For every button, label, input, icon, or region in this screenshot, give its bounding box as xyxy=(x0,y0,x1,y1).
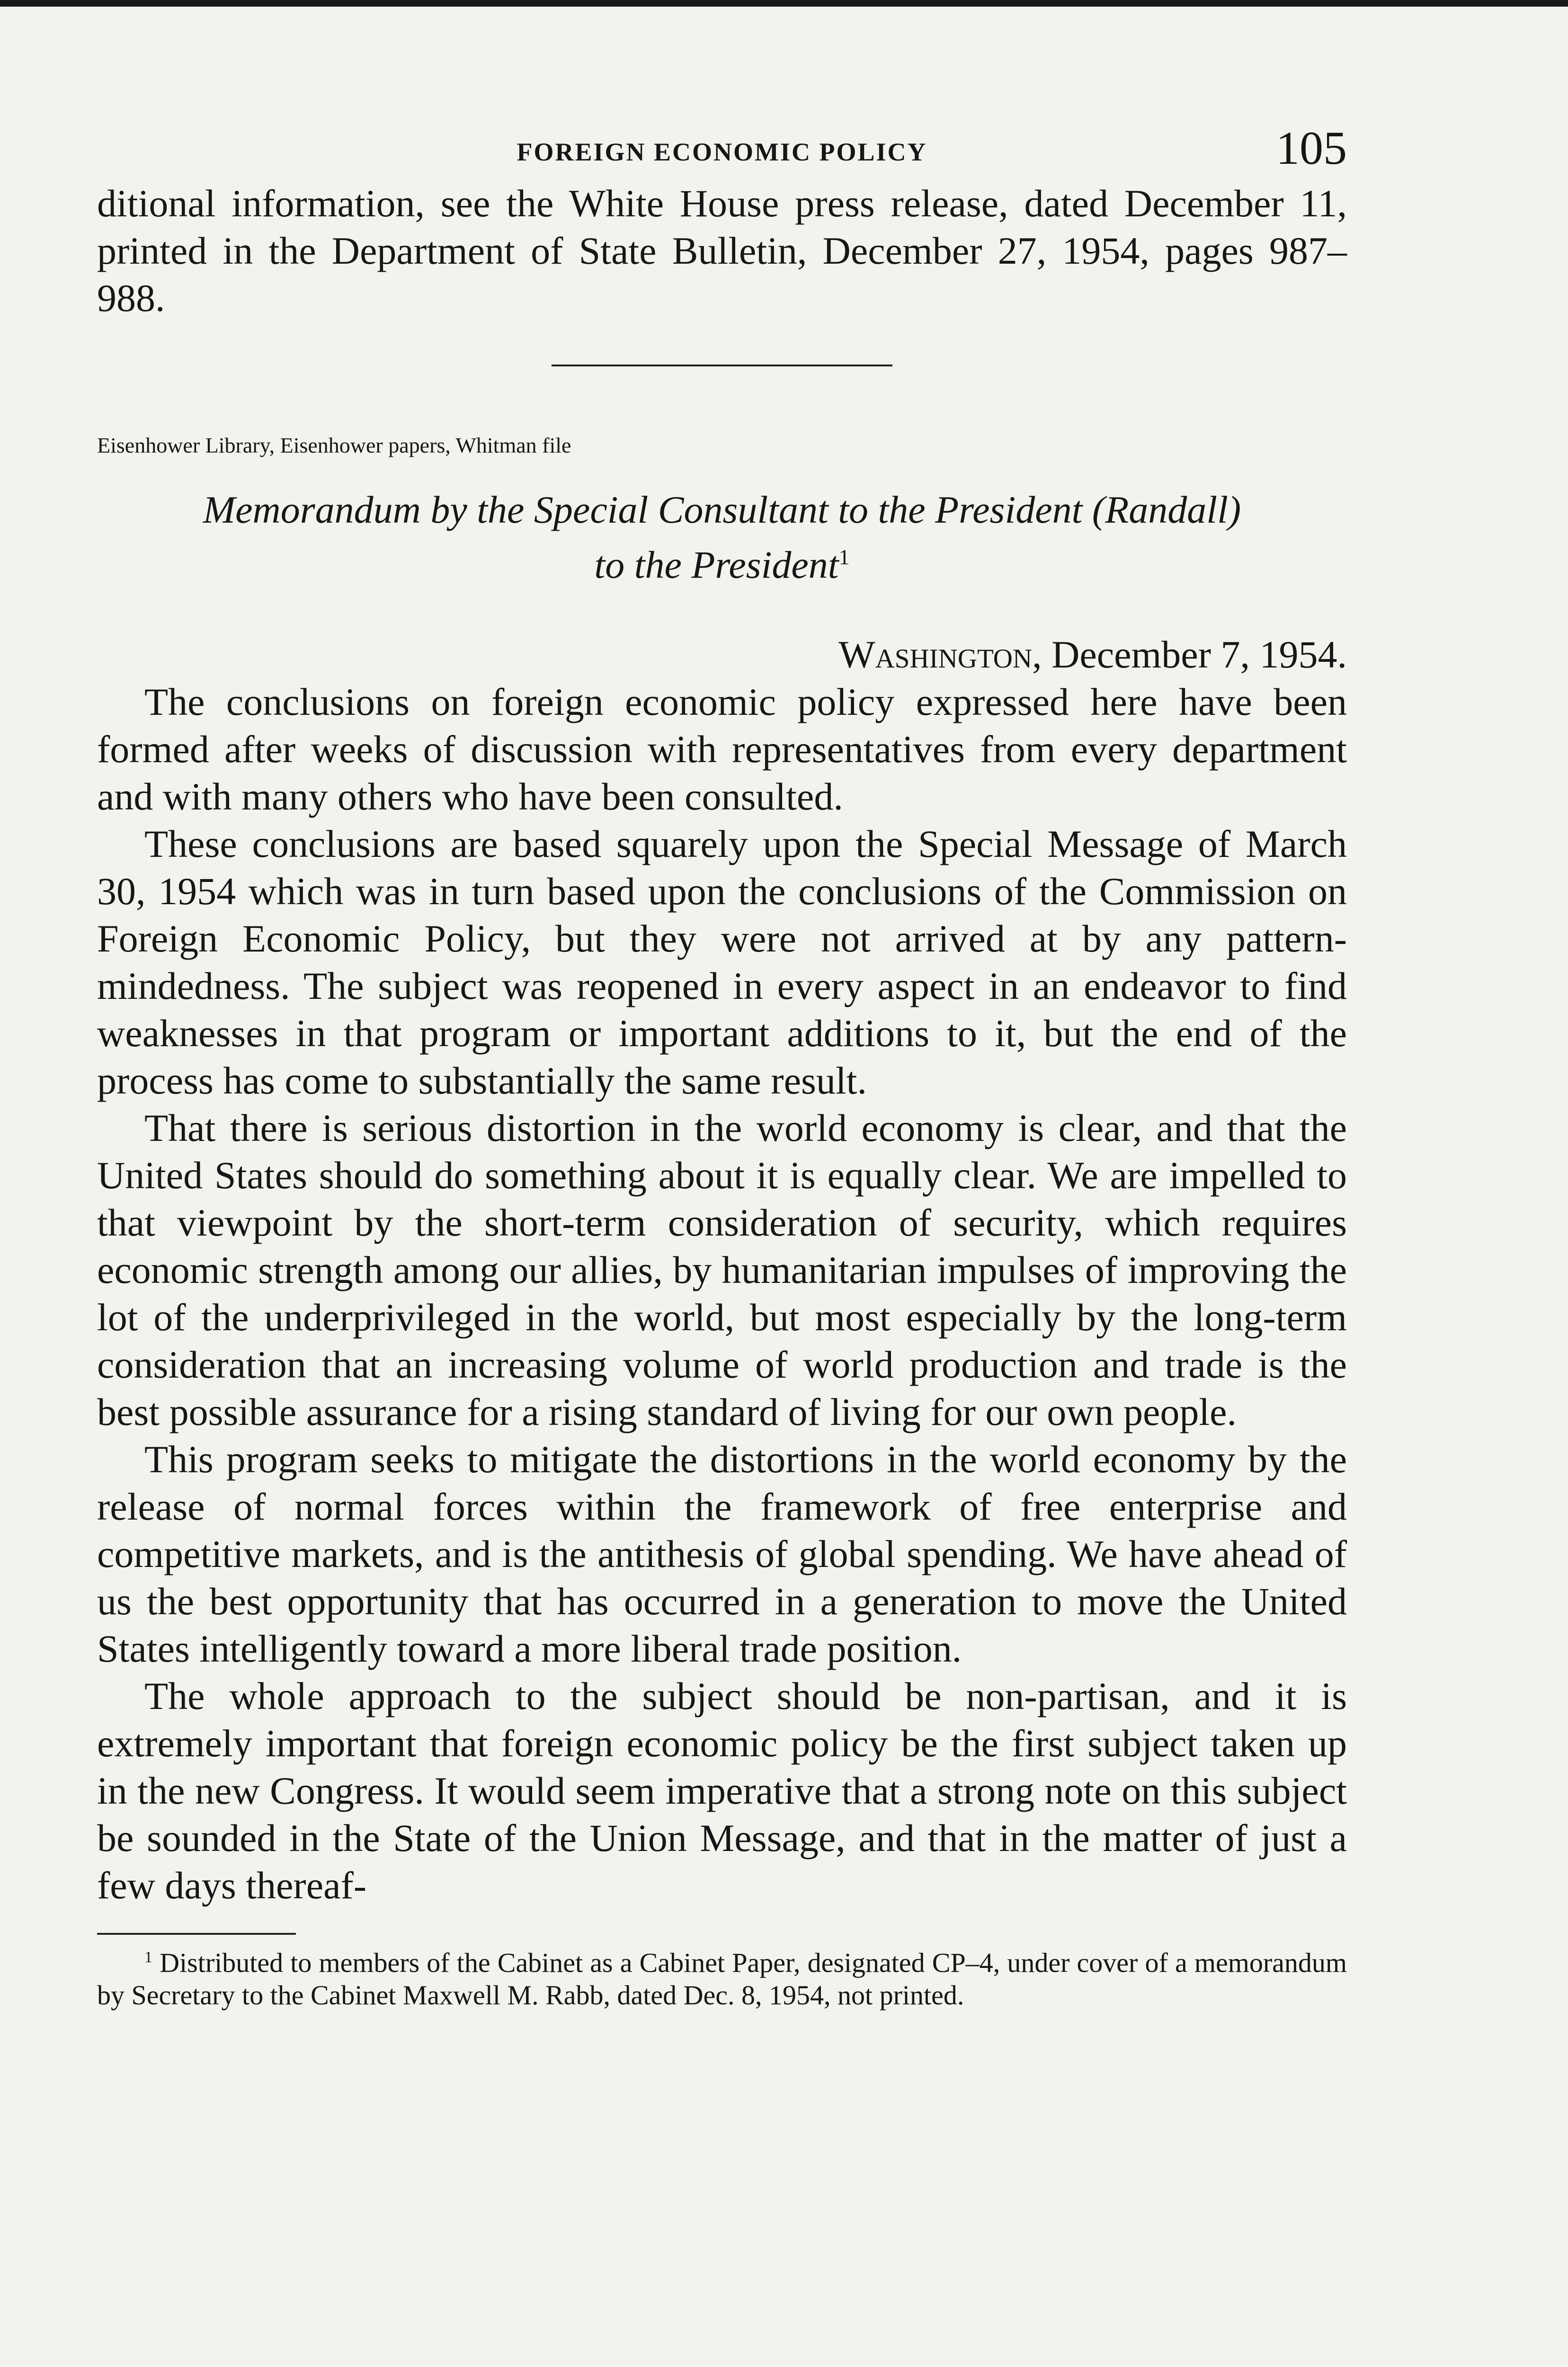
page-top-border xyxy=(0,0,1568,7)
document-title xyxy=(97,486,1347,588)
source-citation: Eisenhower Library, Eisenhower papers, Whitman file xyxy=(97,433,571,457)
paragraph-4: This program seeks to mitigate the distortions in the world economy by the release of normal forces within the framework of free enterprise and competitive markets, and is the antithesis of global spending. We have ahead of us the best opportunity that has occurred in a generation to move the United States intelligently toward a more liberal trade position. xyxy=(97,1438,1347,1671)
paragraph-2: These conclusions are based squarely upon the Special Message of March 30, 1954 which was in turn based upon the conclusions of the Commission on Foreign Economic Policy, but they were not arrived at by any pattern-mindedness. The subject was reopened in every aspect in an endeavor to find weaknesses in that program or important additions to it, but the end of the process has come to substantially the same result. xyxy=(97,822,1347,1103)
document-title-line-2-text: to the President xyxy=(594,543,839,587)
footnote-reference: 1 xyxy=(838,545,850,569)
footnote-divider xyxy=(97,1933,296,1935)
paragraph-3: That there is serious distortion in the world economy is clear, and that the United States should do something about it is equally clear. We are impelled to that viewpoint by the short-term consideration of security, which requires economic strength among our allies, by humanitarian impulses of improving the lot of the underprivileged in the world, but most especially by the long-term consideration that an increasing volume of world production and trade is the best possible assurance for a rising standard of living for our own people. xyxy=(97,1106,1347,1434)
paragraph-1: The conclusions on foreign economic policy expressed here have been formed after weeks of discussion with representatives from every department and with many others who have been consulted. xyxy=(97,680,1347,819)
page-number: 105 xyxy=(1276,122,1347,174)
dateline-place: Washington, xyxy=(838,633,1042,676)
dateline-date: December 7, 1954. xyxy=(1051,633,1347,676)
footnote-marker: 1 xyxy=(144,1949,152,1967)
footnote-text: Distributed to members of the Cabinet as a Cabinet Paper, designated CP–4, under cover of a memorandum by Secretary to the Cabinet Maxwell M. Rabb, dated Dec. 8, 1954, not printed. xyxy=(97,1947,1347,2011)
section-divider xyxy=(552,365,892,366)
dateline xyxy=(97,631,1347,678)
document-title-line-2 xyxy=(97,534,1347,588)
memo-body xyxy=(97,678,1347,1909)
paragraph-5: The whole approach to the subject should be non-partisan, and it is extremely important that foreign economic policy be the first subject taken up in the new Congress. It would seem imperative that a strong note on this subject be sounded in the State of the Union Message, and that in the matter of just a few days thereaf- xyxy=(97,1674,1347,1907)
document-title-line-1: Memorandum by the Special Consultant to the President (Randall) xyxy=(203,488,1241,531)
running-title: FOREIGN ECONOMIC POLICY xyxy=(517,138,927,166)
continuation-paragraph: ditional information, see the White House press release, dated December 11, printed in the Department of State Bulletin, December 27, 1954, pages 987–988. xyxy=(97,182,1347,320)
footnote xyxy=(97,1941,1347,2011)
running-header xyxy=(97,109,1347,180)
document-page xyxy=(97,109,1347,2011)
